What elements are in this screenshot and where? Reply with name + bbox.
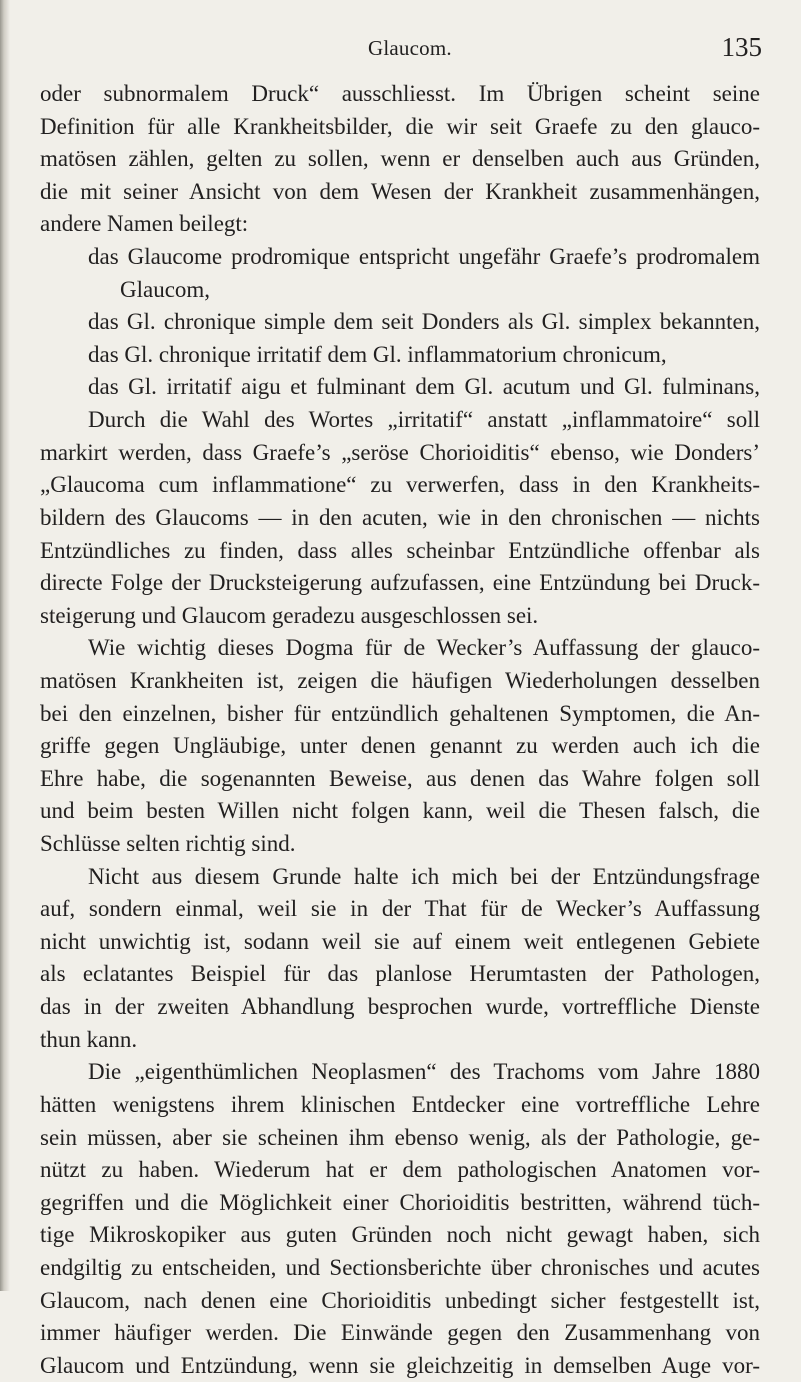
text-line: tige Mikroskopiker aus guten Gründen noch nicht gewagt haben, sich bbox=[40, 1222, 760, 1248]
text-line: steigerung und Glaucom geradezu ausgeschlossen sei. bbox=[40, 602, 539, 628]
text-line: nicht unwichtig ist, sodann weil sie auf einem weit entlegenen Gebiete bbox=[40, 928, 760, 954]
text-line: matösen Krankheiten ist, zeigen die häufigen Wiederholungen desselben bbox=[40, 667, 760, 693]
text-line: griffe gegen Ungläubige, unter denen genannt zu werden auch ich die bbox=[40, 733, 760, 759]
binding-shadow bbox=[0, 0, 10, 1291]
text-line: hätten wenigstens ihrem klinischen Entdecker eine vortreffliche Lehre bbox=[40, 1091, 760, 1117]
text-line: Wie wichtig dieses Dogma für de Wecker’s Auffassung der glauco- bbox=[88, 635, 760, 661]
text-line: die mit seiner Ansicht von dem Wesen der Krankheit zusammenhängen, bbox=[40, 178, 760, 204]
text-line: Durch die Wahl des Wortes „irritatif“ anstatt „inflammatoire“ soll bbox=[88, 407, 760, 433]
text-line: directe Folge der Drucksteigerung aufzufassen, eine Entzündung bei Druck- bbox=[40, 570, 760, 596]
page-number: 135 bbox=[721, 32, 762, 62]
text-line: auf, sondern einmal, weil sie in der That für de Wecker’s Auffassung bbox=[40, 896, 760, 922]
text-line: matösen zählen, gelten zu sollen, wenn er denselben auch aus Gründen, bbox=[40, 146, 760, 172]
text-line: markirt werden, dass Graefe’s „seröse Chorioiditis“ ebenso, wie Donders’ bbox=[40, 439, 760, 465]
text-line: gegriffen und die Möglichkeit einer Chorioiditis bestritten, während tüch- bbox=[40, 1189, 760, 1215]
text-line: das Gl. irritatif aigu et fulminant dem Gl. acutum und Gl. fulminans, bbox=[88, 374, 760, 400]
text-line: Definition für alle Krankheitsbilder, die wir seit Graefe zu den glauco- bbox=[40, 113, 760, 139]
text-line: Entzündliches zu finden, dass alles scheinbar Entzündliche offenbar als bbox=[40, 537, 760, 563]
text-line: das in der zweiten Abhandlung besprochen wurde, vortreffliche Dienste bbox=[40, 994, 760, 1020]
text-line: als eclatantes Beispiel für das planlose Herumtasten der Pathologen, bbox=[40, 961, 760, 987]
text-line: Die „eigenthümlichen Neoplasmen“ des Trachoms vom Jahre 1880 bbox=[88, 1059, 760, 1085]
text-line: und beim besten Willen nicht folgen kann, weil die Thesen falsch, die bbox=[40, 798, 760, 824]
text-line: das Gl. chronique irritatif dem Gl. inflammatorium chronicum, bbox=[88, 341, 667, 367]
text-line: Glaucom und Entzündung, wenn sie gleichzeitig in demselben Auge vor- bbox=[40, 1352, 760, 1378]
text-line: nützt zu haben. Wiederum hat er dem pathologischen Anatomen vor- bbox=[40, 1157, 760, 1183]
text-line: Nicht aus diesem Grunde halte ich mich bei der Entzündungsfrage bbox=[88, 863, 760, 889]
text-line: Glaucom, nach denen eine Chorioiditis unbedingt sicher festgestellt ist, bbox=[40, 1287, 760, 1313]
body-text bbox=[40, 78, 760, 1382]
text-line: „Glaucoma cum inflammatione“ zu verwerfen, dass in den Krankheits- bbox=[40, 472, 760, 498]
running-head bbox=[40, 34, 762, 64]
text-line: endgiltig zu entscheiden, und Sectionsberichte über chronisches und acutes bbox=[40, 1254, 760, 1280]
text-line: das Glaucome prodromique entspricht ungefähr Graefe’s prodromalem bbox=[88, 244, 760, 270]
text-line: immer häufiger werden. Die Einwände gegen den Zusammenhang von bbox=[40, 1320, 760, 1346]
text-line: bei den einzelnen, bisher für entzündlich gehaltenen Symptomen, die An- bbox=[40, 700, 760, 726]
text-line: andere Namen beilegt: bbox=[40, 211, 249, 237]
text-line: thun kann. bbox=[40, 1026, 138, 1052]
text-line: bildern des Glaucoms — in den acuten, wie in den chronischen — nichts bbox=[40, 504, 760, 530]
text-line: das Gl. chronique simple dem seit Donders als Gl. simplex bekannten, bbox=[88, 309, 760, 335]
running-title: Glaucom. bbox=[368, 36, 452, 60]
text-line: Ehre habe, die sogenannten Beweise, aus denen das Wahre folgen soll bbox=[40, 765, 760, 791]
text-line: Schlüsse selten richtig sind. bbox=[40, 831, 296, 857]
text-line: Glaucom, bbox=[120, 276, 211, 302]
text-line: sein müssen, aber sie scheinen ihm ebenso wenig, als der Pathologie, ge- bbox=[40, 1124, 760, 1150]
text-line: oder subnormalem Druck“ ausschliesst. Im Übrigen scheint seine bbox=[40, 81, 760, 106]
